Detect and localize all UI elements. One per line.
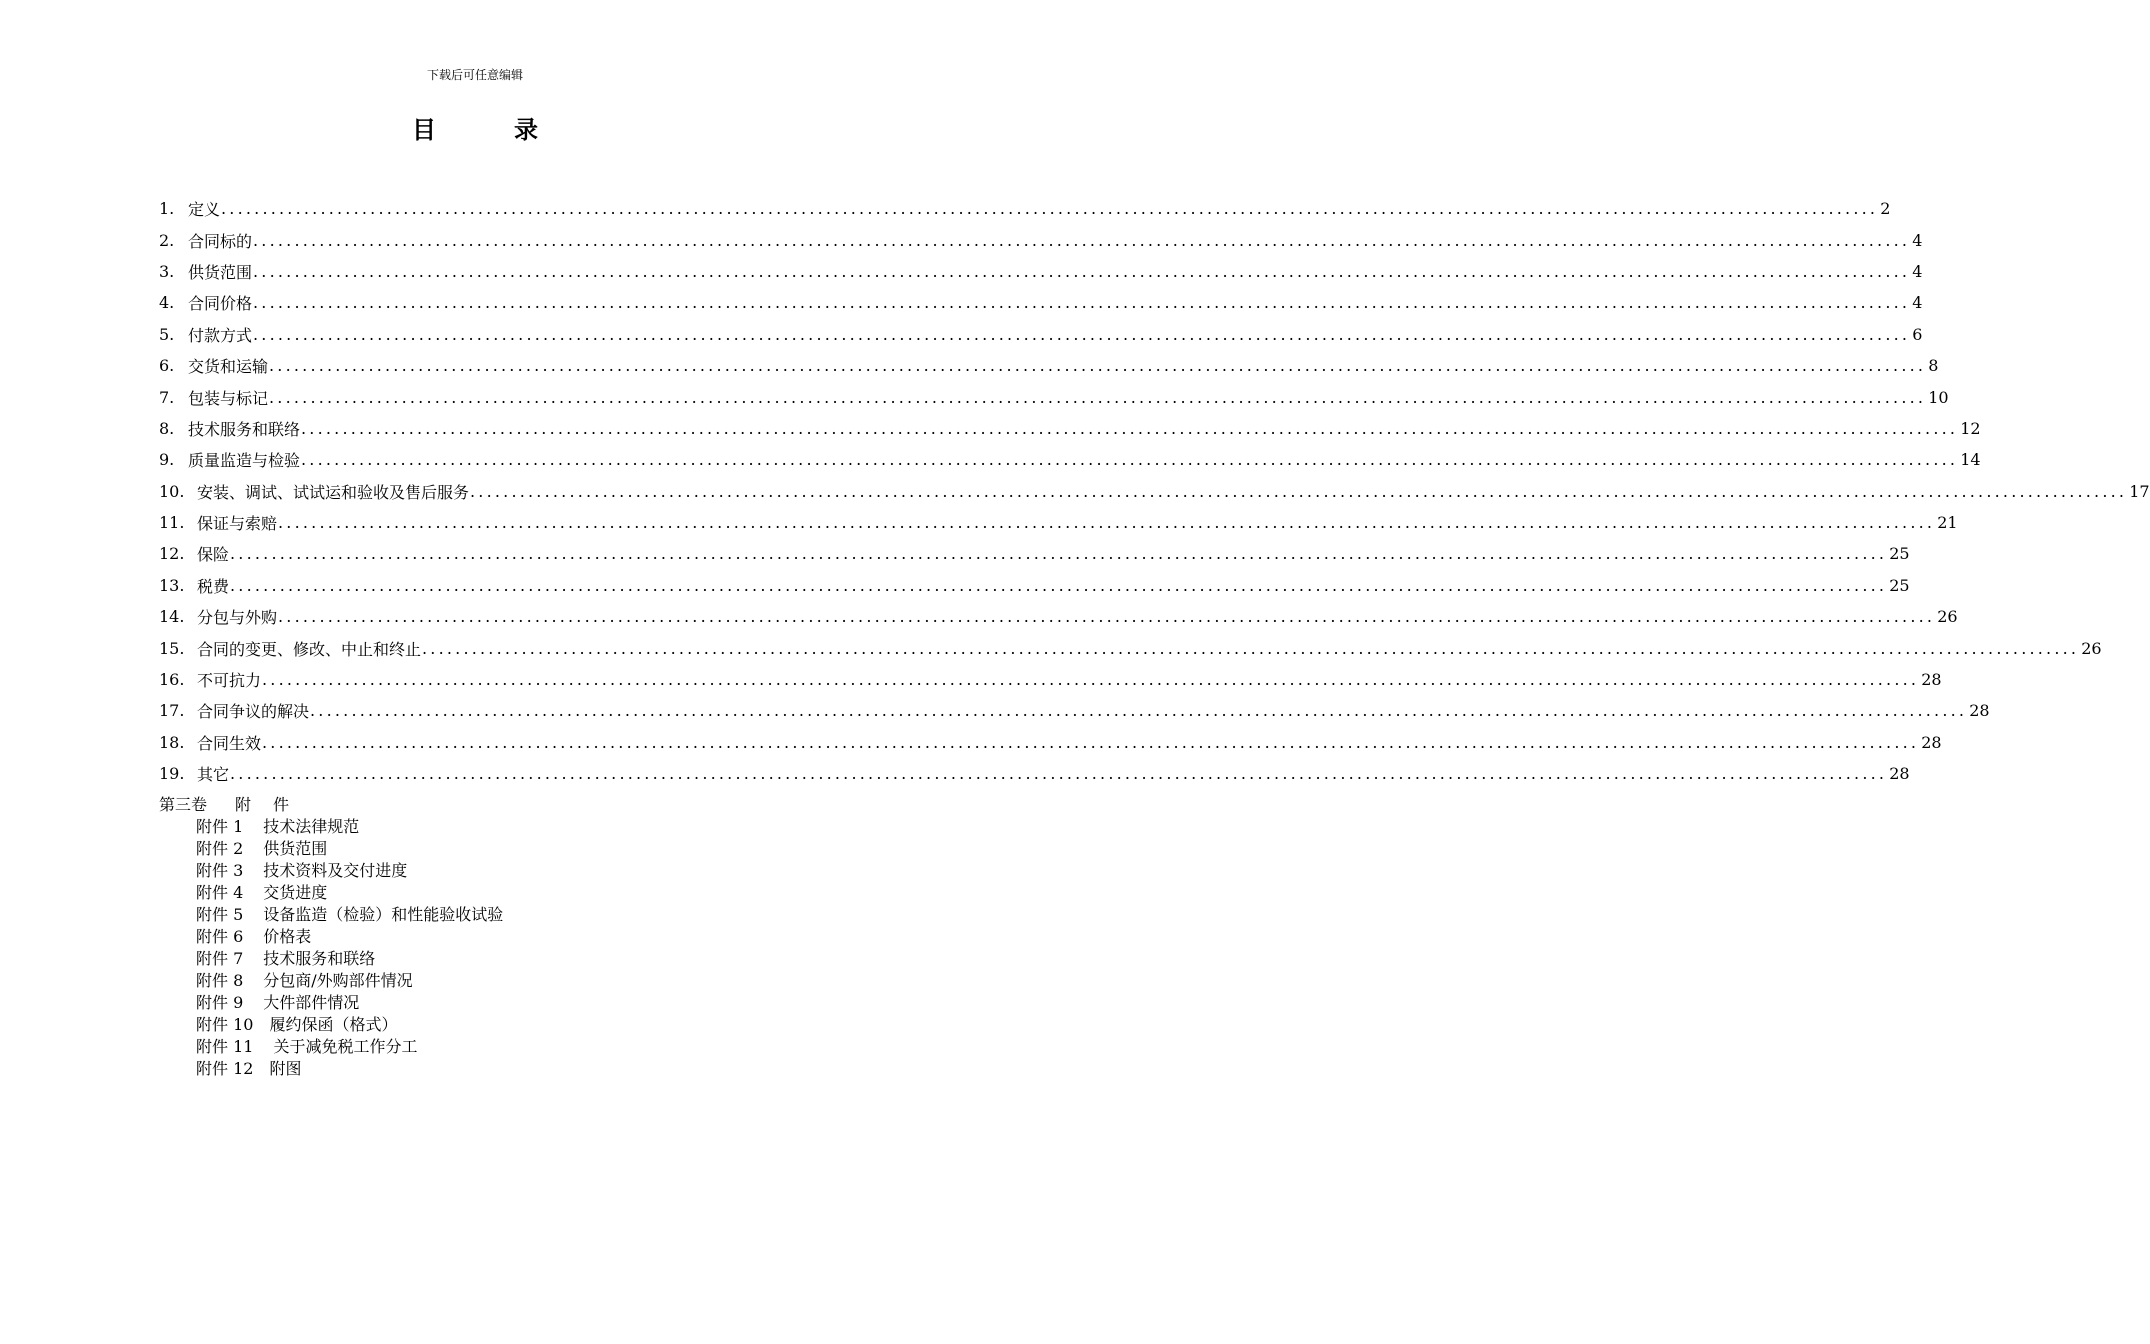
- toc-entry[interactable]: [159, 350, 1939, 381]
- appendix-title: 附图: [269, 1059, 302, 1078]
- toc-entry-title: 合同的变更、修改、中止和终止: [197, 639, 422, 659]
- toc-entry[interactable]: [159, 695, 1990, 726]
- toc-entry-number: 11.: [159, 513, 185, 533]
- toc-entry-title: 质量监造与检验: [188, 451, 301, 471]
- toc-entry-number: 18.: [159, 732, 185, 752]
- toc-entry-page: 28: [1921, 732, 1942, 752]
- toc-leader-dots: ........................................................................................................................................................................................................: [278, 607, 1936, 627]
- toc-entry-title: 税费: [197, 576, 230, 596]
- appendix-label: 附件 6: [196, 927, 244, 946]
- toc-entry-number: 9.: [159, 450, 175, 470]
- toc-entry[interactable]: [159, 727, 1942, 758]
- toc-leader-dots: ........................................................................................................................................................................................................: [470, 481, 2128, 501]
- toc-entry-page: 2: [1880, 199, 1891, 219]
- toc-entry-number: 4.: [159, 293, 175, 313]
- toc-leader-dots: ........................................................................................................................................................................................................: [301, 418, 1959, 438]
- toc-entry-page: 8: [1928, 356, 1939, 376]
- appendix-label: 附件 12: [196, 1059, 254, 1078]
- toc-entry-page: 17: [2129, 481, 2150, 501]
- toc-leader-dots: ........................................................................................................................................................................................................: [422, 638, 2080, 658]
- toc-entry-page: 14: [1960, 450, 1981, 470]
- toc-leader-dots: ........................................................................................................................................................................................................: [262, 732, 1920, 752]
- toc-leader-dots: ........................................................................................................................................................................................................: [230, 575, 1888, 595]
- appendix-label: 附件 8: [196, 971, 244, 990]
- toc-entry-title: 安装、调试、试试运和验收及售后服务: [197, 482, 470, 502]
- appendix-title: 分包商/外购部件情况: [263, 971, 413, 990]
- toc-entry-number: 19.: [159, 764, 185, 784]
- appendix-title: 价格表: [263, 927, 312, 946]
- toc-entry-number: 16.: [159, 670, 185, 690]
- toc-entry-number: 14.: [159, 607, 185, 627]
- appendix-label: 附件 7: [196, 949, 244, 968]
- toc-entry[interactable]: [159, 632, 2102, 663]
- toc-entry-number: 10.: [159, 481, 185, 501]
- toc-entry[interactable]: [159, 758, 1910, 789]
- toc-leader-dots: ........................................................................................................................................................................................................: [278, 513, 1936, 533]
- toc-entry-title: 交货和运输: [188, 357, 269, 377]
- appendix-item: [196, 838, 503, 860]
- appendix-item: [196, 816, 503, 838]
- toc-entry-title: 分包与外购: [197, 608, 278, 628]
- toc-entry-number: 1.: [159, 199, 175, 219]
- header-note: 下载后可任意编辑: [426, 68, 523, 82]
- appendix-label: 附件 2: [196, 839, 244, 858]
- toc-leader-dots: ........................................................................................................................................................................................................: [253, 293, 1911, 313]
- toc-entry-title: 供货范围: [188, 262, 253, 282]
- toc-entry-title: 付款方式: [188, 325, 253, 345]
- appendix-title: 设备监造（检验）和性能验收试验: [263, 905, 504, 924]
- toc-entry-title: 其它: [197, 765, 230, 785]
- appendix-item: [196, 992, 503, 1014]
- appendix-label: 附件 11: [196, 1037, 254, 1056]
- toc-entry-title: 不可抗力: [197, 671, 262, 691]
- toc-leader-dots: ........................................................................................................................................................................................................: [301, 450, 1959, 470]
- appendix-label: 附件 10: [196, 1015, 254, 1034]
- toc-entry-title: 合同生效: [197, 733, 262, 753]
- toc-entry-page: 26: [2081, 638, 2102, 658]
- toc-entry[interactable]: [159, 444, 1981, 475]
- appendix-label: 附件 1: [196, 817, 244, 836]
- toc-entry[interactable]: [159, 601, 1958, 632]
- toc-entry-title: 保险: [197, 545, 230, 565]
- toc-leader-dots: ........................................................................................................................................................................................................: [310, 701, 1968, 721]
- toc-leader-dots: ........................................................................................................................................................................................................: [253, 230, 1911, 250]
- toc-entry-number: 15.: [159, 638, 185, 658]
- toc-entry-page: 4: [1912, 261, 1923, 281]
- toc-entry-number: 5.: [159, 324, 175, 344]
- appendix-label: 附件 9: [196, 993, 244, 1012]
- appendix-item: [196, 860, 503, 882]
- toc-entry-number: 3.: [159, 261, 175, 281]
- toc-leader-dots: ........................................................................................................................................................................................................: [221, 199, 1879, 219]
- page-title: [0, 114, 950, 146]
- toc-entry-title: 技术服务和联络: [188, 419, 301, 439]
- appendix-item: [196, 970, 503, 992]
- toc-entry[interactable]: [159, 664, 1942, 695]
- appendix-title: 关于减免税工作分工: [273, 1037, 418, 1056]
- appendix-item: [196, 948, 503, 970]
- toc-entry[interactable]: [159, 224, 1923, 255]
- toc-entry-number: 6.: [159, 356, 175, 376]
- toc-entry[interactable]: [159, 507, 1958, 538]
- toc-entry-title: 保证与索赔: [197, 514, 278, 534]
- appendix-title: 技术服务和联络: [263, 949, 376, 968]
- appendix-item: [196, 1036, 503, 1058]
- toc-entry-page: 21: [1937, 513, 1958, 533]
- toc-leader-dots: ........................................................................................................................................................................................................: [262, 670, 1920, 690]
- toc-entry[interactable]: [159, 570, 1910, 601]
- toc-entry-title: 定义: [188, 200, 221, 220]
- toc-leader-dots: ........................................................................................................................................................................................................: [269, 387, 1927, 407]
- appendix-item: [196, 1058, 503, 1080]
- toc-leader-dots: ........................................................................................................................................................................................................: [253, 324, 1911, 344]
- toc-entry-title: 合同价格: [188, 294, 253, 314]
- toc-entry-title: 包装与标记: [188, 388, 269, 408]
- toc-entry[interactable]: [159, 256, 1923, 287]
- toc-entry-title: 合同争议的解决: [197, 702, 310, 722]
- toc-entry[interactable]: [159, 319, 1923, 350]
- toc-leader-dots: ........................................................................................................................................................................................................: [230, 764, 1888, 784]
- appendix-title: 履约保函（格式）: [269, 1015, 398, 1034]
- appendix-label: 附件 3: [196, 861, 244, 880]
- toc-leader-dots: ........................................................................................................................................................................................................: [230, 544, 1888, 564]
- volume3-heading: [159, 794, 289, 816]
- page-title-left: 目: [412, 115, 436, 144]
- appendix-title: 技术法律规范: [263, 817, 360, 836]
- toc-entry-number: 2.: [159, 230, 175, 250]
- toc-entry-page: 12: [1960, 418, 1981, 438]
- toc-entry-page: 26: [1937, 607, 1958, 627]
- toc-entry[interactable]: [159, 476, 2150, 507]
- toc-entry-number: 12.: [159, 544, 185, 564]
- appendix-label: 附件 5: [196, 905, 244, 924]
- appendix-title: 技术资料及交付进度: [263, 861, 408, 880]
- toc-leader-dots: ........................................................................................................................................................................................................: [269, 356, 1927, 376]
- appendix-title: 交货进度: [263, 883, 328, 902]
- toc-entry[interactable]: [159, 538, 1910, 569]
- toc-entry-page: 28: [1921, 670, 1942, 690]
- toc-entry-page: 10: [1928, 387, 1949, 407]
- appendix-item: [196, 1014, 503, 1036]
- toc-entry-page: 4: [1912, 293, 1923, 313]
- toc-entry-number: 13.: [159, 575, 185, 595]
- toc-entry-page: 6: [1912, 324, 1923, 344]
- toc-entry-page: 25: [1889, 544, 1910, 564]
- toc-list: [159, 193, 2150, 789]
- toc-entry-number: 17.: [159, 701, 185, 721]
- volume3-part3: 件: [273, 795, 290, 814]
- appendix-label: 附件 4: [196, 883, 244, 902]
- toc-entry-page: 4: [1912, 230, 1923, 250]
- toc-entry-title: 合同标的: [188, 231, 253, 251]
- toc-entry-page: 28: [1889, 764, 1910, 784]
- appendix-title: 供货范围: [263, 839, 328, 858]
- page-title-right: 录: [514, 115, 538, 144]
- toc-entry-number: 7.: [159, 387, 175, 407]
- appendix-list: [196, 816, 503, 1080]
- toc-entry-number: 8.: [159, 418, 175, 438]
- toc-entry-page: 25: [1889, 575, 1910, 595]
- toc-leader-dots: ........................................................................................................................................................................................................: [253, 261, 1911, 281]
- appendix-item: [196, 882, 503, 904]
- toc-entry-page: 28: [1969, 701, 1990, 721]
- toc-entry[interactable]: [159, 381, 1949, 412]
- volume3-label: 第三卷: [159, 795, 208, 814]
- volume3-part2: 附: [235, 795, 252, 814]
- appendix-item: [196, 904, 503, 926]
- toc-entry[interactable]: [159, 413, 1981, 444]
- toc-entry[interactable]: [159, 287, 1923, 318]
- appendix-item: [196, 926, 503, 948]
- toc-entry[interactable]: [159, 193, 1891, 224]
- appendix-title: 大件部件情况: [263, 993, 360, 1012]
